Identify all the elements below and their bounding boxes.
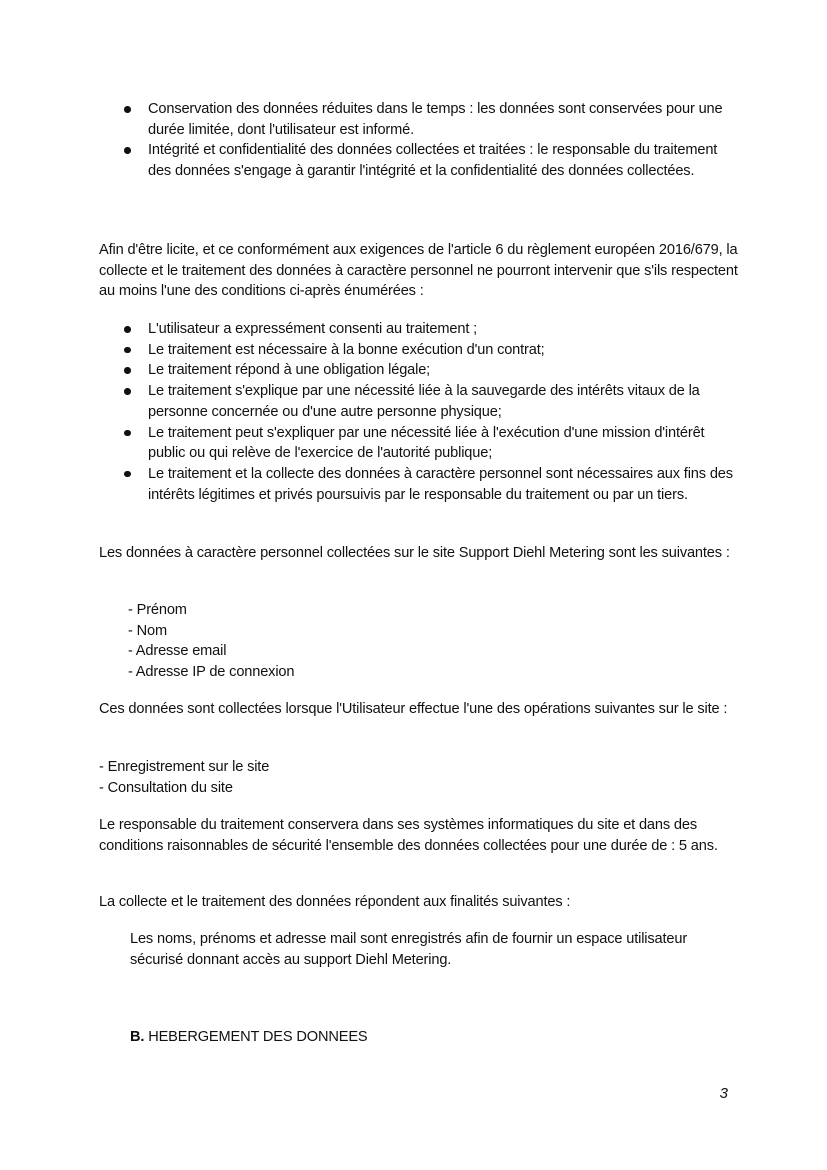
page-number: 3 <box>719 1085 728 1102</box>
principle-integrity: Intégrité et confidentialité des données collectées et traitées : le responsable du traitement des données s'engage à garantir l'intégrité et la confidentialité des données collectées. <box>148 142 718 180</box>
list-item <box>99 464 739 505</box>
condition-text: Le traitement peut s'expliquer par une nécessité liée à l'exécution d'une mission d'intérêt public ou qui relève de l'exercice de l'autorité publique; <box>148 424 705 462</box>
bullet-icon <box>124 106 131 113</box>
lawfulness-paragraph: Afin d'être licite, et ce conformément aux exigences de l'article 6 du règlement européen 2016/679, la collecte et le traitement des données à caractère personnel ne pourront intervenir que s'ils respectent au moins l'une des conditions ci-après énumérées : <box>99 242 738 300</box>
list-item: - Enregistrement sur le site <box>99 759 270 775</box>
list-item: - Prénom <box>128 602 187 618</box>
condition-text: Le traitement s'explique par une nécessité liée à la sauvegarde des intérêts vitaux de la personne concernée ou d'une autre personne physique; <box>148 383 700 420</box>
principle-retention: Conservation des données réduites dans le temps : les données sont conservées pour une durée limitée, dont l'utilisateur est informé. <box>148 101 723 138</box>
list-item <box>99 319 739 340</box>
condition-text: Le traitement répond à une obligation légale; <box>148 362 431 379</box>
section-heading-title: HEBERGEMENT DES DONNEES <box>144 1029 368 1045</box>
list-item <box>99 140 739 181</box>
collected-data-paragraph: Les données à caractère personnel collectées sur le site Support Diehl Metering sont les suivantes : <box>99 545 730 561</box>
list-item <box>99 99 739 140</box>
principles-list <box>99 99 739 182</box>
list-item <box>99 340 739 361</box>
list-item: - Nom <box>128 622 167 639</box>
condition-text: Le traitement et la collecte des données à caractère personnel sont nécessaires aux fins des intérêts légitimes et privés poursuivis par le responsable du traitement ou par un tiers. <box>148 465 733 503</box>
collected-data-list <box>99 600 739 683</box>
list-item: - Consultation du site <box>99 779 233 796</box>
bullet-icon <box>124 471 131 478</box>
operations-paragraph: Ces données sont collectées lorsque l'Utilisateur effectue l'une des opérations suivantes sur le site : <box>99 701 728 717</box>
list-item: - Adresse email <box>128 643 227 660</box>
bullet-icon <box>124 388 131 395</box>
condition-text: Le traitement est nécessaire à la bonne exécution d'un contrat; <box>148 341 545 358</box>
list-item: - Adresse IP de connexion <box>128 664 295 681</box>
operations-list <box>99 757 739 798</box>
bullet-icon <box>124 367 131 374</box>
list-item <box>99 360 739 381</box>
list-item <box>99 381 739 422</box>
purposes-paragraph: La collecte et le traitement des données répondent aux finalités suivantes : <box>99 894 571 910</box>
bullet-icon <box>124 326 131 333</box>
retention-paragraph: Le responsable du traitement conservera dans ses systèmes informatiques du site et dans des conditions raisonnables de sécurité l'ensemble des données collectées pour une durée de : 5 ans. <box>99 817 718 854</box>
bullet-icon <box>124 430 131 437</box>
conditions-list <box>99 319 739 505</box>
bullet-icon <box>124 147 131 154</box>
condition-text: L'utilisateur a expressément consenti au traitement ; <box>148 321 478 337</box>
section-heading-prefix: B. <box>130 1029 145 1045</box>
list-item <box>99 423 739 464</box>
purpose-text: Les noms, prénoms et adresse mail sont enregistrés afin de fournir un espace utilisateur sécurisé donnant accès au support Diehl Metering. <box>130 931 688 968</box>
bullet-icon <box>124 347 131 354</box>
section-heading <box>130 1027 530 1048</box>
